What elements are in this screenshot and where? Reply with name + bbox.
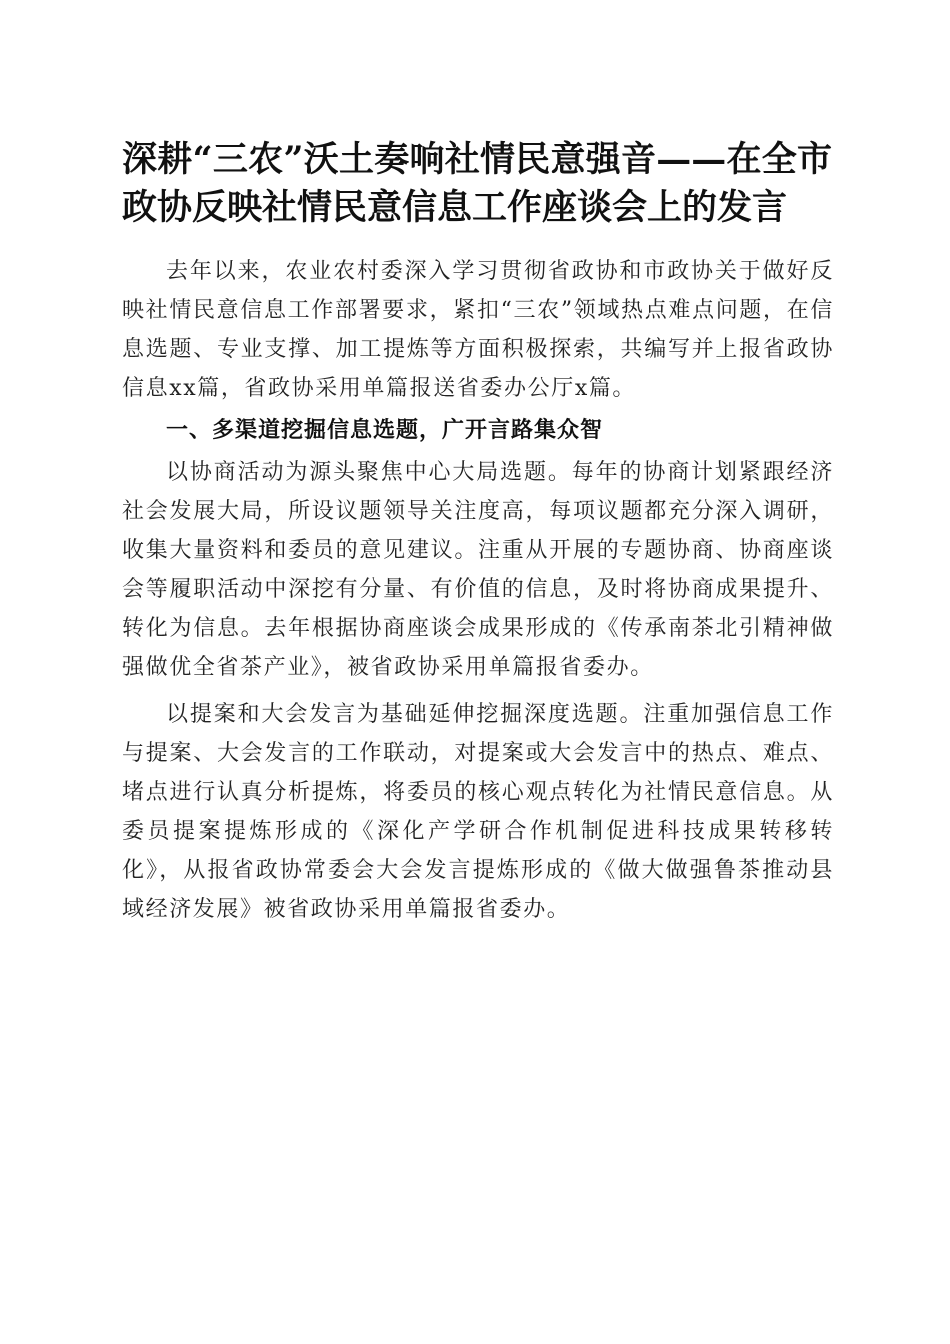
document-title: 深耕“三农”沃土奏响社情民意强音——在全市政协反映社情民意信息工作座谈会上的发言 bbox=[122, 139, 832, 228]
paragraph-proposals: 以提案和大会发言为基础延伸挖掘深度选题。注重加强信息工作与提案、大会发言的工作联动，对提案或大会发言中的热点、难点、堵点进行认真分析提炼，将委员的核心观点转化为社情民意信息。从委员提案提炼形成的《深化产学研合作机制促进科技成果转移转化》，从报省政协常委会大会发言提炼形成的《做大做强鲁茶推动县域经济发展》被省政协采用单篇报省委办。 bbox=[122, 702, 834, 922]
document-body bbox=[122, 252, 834, 929]
paragraph-intro: 去年以来，农业农村委深入学习贯彻省政协和市政协关于做好反映社情民意信息工作部署要求，紧扣“三农”领域热点难点问题，在信息选题、专业支撑、加工提炼等方面积极探索，共编写并上报省政协信息xx篇，省政协采用单篇报送省委办公厅x篇。 bbox=[122, 259, 834, 401]
section-heading-1: 一、多渠道挖掘信息选题，广开言路集众智 bbox=[166, 418, 604, 443]
paragraph-consultation: 以协商活动为源头聚焦中心大局选题。每年的协商计划紧跟经济社会发展大局，所设议题领导关注度高，每项议题都充分深入调研，收集大量资料和委员的意见建议。注重从开展的专题协商、协商座谈会等履职活动中深挖有分量、有价值的信息，及时将协商成果提升、转化为信息。去年根据协商座谈会成果形成的《传承南茶北引精神做强做优全省茶产业》，被省政协采用单篇报省委办。 bbox=[122, 460, 834, 680]
